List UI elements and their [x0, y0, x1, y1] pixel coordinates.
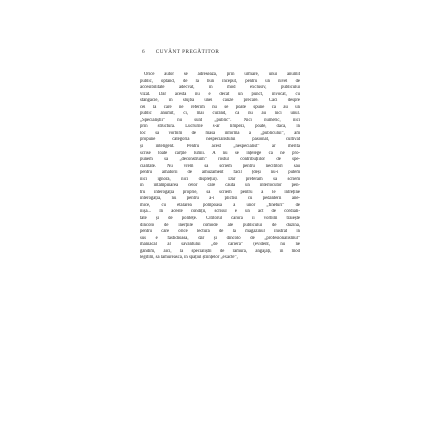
body-paragraph [140, 72, 300, 262]
text-line: legitim, să lămurească, în spațiul științelor „exacte”, [140, 255, 238, 261]
text-line: cei la care ne referim nu se poate spune că au un [140, 104, 300, 110]
text-line: mice, cu etalarea pompoasă a unor „fineturi” de [140, 202, 300, 208]
text-line: pentru care orice lectură de la magazinul ilustrat în [140, 229, 300, 235]
text-line: cialitate. Nu vrem să scriem pentru necititori sau [140, 163, 300, 169]
text-line: nici ignora, nici disprețui). Dar preferăm să scriem [140, 176, 300, 182]
text-line: Orice autor se adresează, prin urmare, unui anumit [144, 72, 300, 77]
text-line: stângăcie, în slujba unei cauze precare. Căci despre [140, 98, 300, 104]
text-line: „Specialiștii” nu sunt „public”. Nici numeric, nici [140, 117, 300, 123]
text-line: gândim, aici, la specialiștii de ramură, angajați, în mod [140, 248, 300, 254]
text-line: loc să vorbim de masa informă a „publicului”, am [140, 130, 300, 136]
text-line: vizat. Dar acesta nu e decât un punct, invocat, cu [140, 91, 300, 97]
text-line: pentru amatorii de amuzament facil (deși nu-i putem [140, 170, 300, 176]
text-line: maniacal al savantului „de carieră” (evident, nu ne [140, 242, 300, 248]
text-line: dincolo de inerțiile comode ale publicului de duzină, [140, 222, 300, 228]
text-line: propune categoria nespecialistului pasionat, cultivat [140, 137, 300, 143]
text-line: accesibilitate adecvat, în mod exclusiv, publicului [140, 85, 300, 91]
text-line: și inteligent. Pentru acest „nespecialist” ar merita [140, 144, 300, 150]
text-line: public anumit, ci, mai curând, că nu au nici unul. [140, 111, 300, 117]
text-line: prin structură. Lucrurile s-ar limpezi, poate, dacă, în [140, 124, 300, 130]
text-line: punem să „deconstruim” rostul contribuțiilor de spe- [140, 157, 300, 163]
running-head-title: CUVÂNT PREGĂTITOR [155, 49, 220, 55]
text-line: în întâmpinarea celor care caută un interlocutor pen- [140, 183, 300, 189]
running-head [142, 49, 332, 58]
text-line: scrise toate cărțile lumii. A nu se înțelege că ne pro- [140, 150, 300, 156]
text-line: sus e fastidioasă, dar și dincolo de „profesionalismul” [140, 235, 300, 241]
page-number: 6 [142, 49, 146, 55]
text-line: interogația, nu pentru a-i plictisi cu pedanterii ane- [140, 196, 300, 202]
text-line: public, optând, de la bun început, pentru un nivel de [140, 78, 300, 84]
text-line: tru interogația proprie, să scriem pentru a le întreține [140, 189, 300, 195]
text-line: tate și de politețe. Cititorul cărora îi vorbim trăiește [140, 216, 300, 222]
text-line: nișă... În aceste condiții, scrisul e un act de cordiali- [140, 209, 300, 215]
